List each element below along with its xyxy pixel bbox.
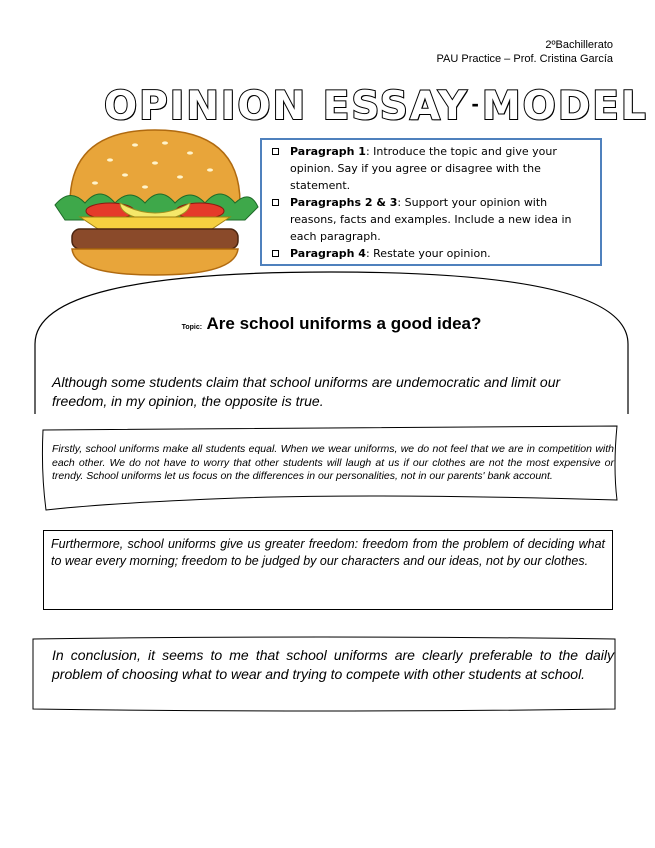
topic-question: Are school uniforms a good idea? [206,314,482,333]
instruction-label: Paragraph 4 [290,247,366,260]
instruction-text: : Introduce the topic and give your opinion. Say if you agree or disagree with the statement. [290,145,557,192]
essay-paragraph-2: Firstly, school uniforms make all students equal. When we wear uniforms, we do not feel that we are in competition with each other. We do not have to worry that other students will laugh at us if our clothes are not the most expensive or trendy. School uniforms let us focus on the differences in our personalities, not in our parents' bank account. [52,443,614,482]
topic [33,314,630,334]
checkbox-icon [272,199,279,206]
title-dash: - [471,91,479,116]
topic-label: Topic: [181,324,203,331]
instruction-item-2 [270,194,592,245]
essay-conclusion: In conclusion, it seems to me that school uniforms are clearly preferable to the daily problem of choosing what to wear and trying to compete with other students at school. [52,647,614,682]
instruction-item-3 [270,245,592,262]
header-course: 2ºBachillerato [545,39,613,51]
instruction-text: : Restate your opinion. [365,247,491,260]
header-teacher: PAU Practice – Prof. Cristina García [436,53,613,65]
header [437,38,613,66]
essay-introduction: Although some students claim that school uniforms are undemocratic and limit our freedom, in my opinion, the opposite is true. [52,374,561,409]
title-part2: MODEL [481,84,648,129]
instructions-box [260,138,602,266]
checkbox-icon [272,250,279,257]
instruction-text: : Support your opinion with reasons, facts and examples. Include a new idea in each paragraph. [290,196,572,243]
essay-paragraph-3: Furthermore, school uniforms give us greater freedom: freedom from the problem of deciding what to wear every morning; freedom to be judged by our characters and our ideas, not by our clothes. [43,530,613,610]
hamburger-icon [50,125,260,280]
instruction-label: Paragraph 1 [290,145,366,158]
instruction-item-1 [270,143,592,194]
instruction-label: Paragraphs 2 & 3 [290,196,398,209]
title-part1: OPINION ESSAY [104,84,469,129]
checkbox-icon [272,148,279,155]
